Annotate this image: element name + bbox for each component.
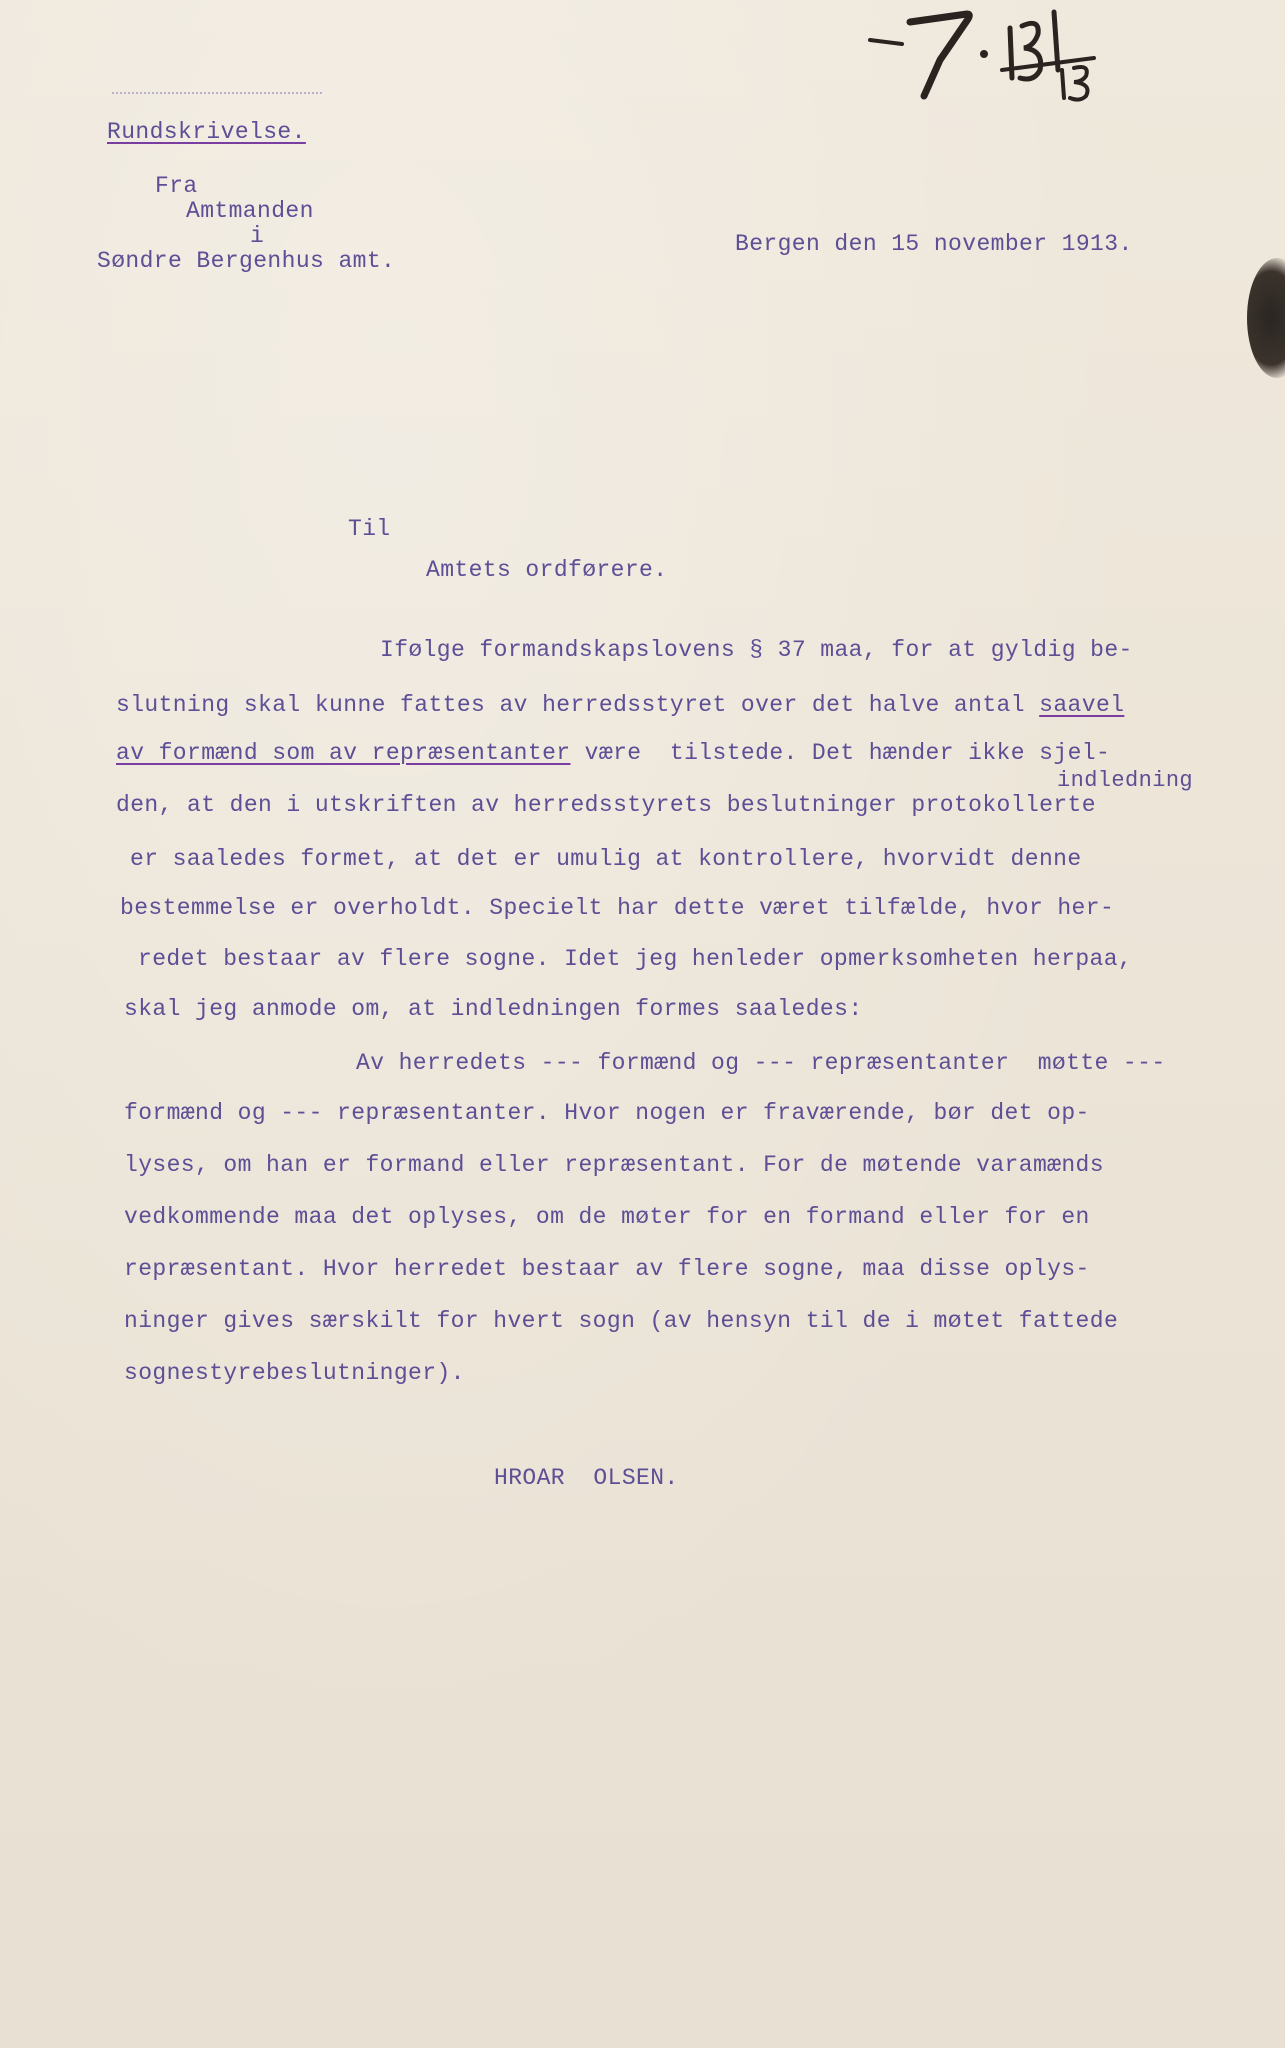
document-title: Rundskrivelse. — [107, 119, 306, 145]
body-line: Av herredets --- formænd og --- repræsentanter møtte --- — [356, 1050, 1166, 1076]
place-date: Bergen den 15 november 1913. — [735, 231, 1133, 257]
body-line: formænd og --- repræsentanter. Hvor nogen er fraværende, bør det op- — [124, 1100, 1090, 1126]
from-office: Amtmanden — [186, 198, 314, 224]
body-line: redet bestaar av flere sogne. Idet jeg henleder opmerksomheten herpaa, — [138, 946, 1133, 972]
from-district: Søndre Bergenhus amt. — [97, 248, 396, 274]
body-line: lyses, om han er formand eller repræsentant. For de møtende varamænds — [124, 1152, 1104, 1178]
underlined-text: av formænd som av repræsentanter — [116, 740, 571, 766]
faded-dotted-line — [112, 92, 322, 97]
body-line: den, at den i utskriften av herredsstyrets beslutninger protokollerte — [116, 792, 1096, 818]
ink-stain — [1247, 258, 1285, 378]
inserted-word: indledning — [1057, 768, 1194, 793]
body-line — [116, 739, 1110, 767]
body-line: repræsentant. Hvor herredet bestaar av flere sogne, maa disse oplys- — [124, 1256, 1090, 1282]
body-line: ninger gives særskilt for hvert sogn (av hensyn til de i møtet fattede — [124, 1308, 1119, 1334]
body-line: vedkommende maa det oplyses, om de møter for en formand eller for en — [124, 1204, 1090, 1230]
from-label: Fra — [155, 173, 198, 199]
body-line: sognestyrebeslutninger). — [124, 1360, 465, 1386]
from-i: i — [250, 223, 265, 249]
body-line: skal jeg anmode om, at indledningen formes saaledes: — [124, 996, 863, 1022]
body-line: bestemmelse er overholdt. Specielt har dette været tilfælde, hvor her- — [120, 895, 1115, 921]
handwritten-reference — [862, 0, 1162, 110]
to-name: Amtets ordførere. — [426, 557, 668, 583]
body-line-part: være tilstede. Det hænder ikke sjel- — [570, 740, 1111, 766]
to-label: Til — [348, 516, 391, 542]
underlined-text: saavel — [1039, 692, 1125, 718]
body-line: er saaledes formet, at det er umulig at kontrollere, hvorvidt denne — [130, 846, 1082, 872]
body-line: Ifølge formandskapslovens § 37 maa, for at gyldig be- — [380, 637, 1133, 663]
body-line — [116, 691, 1124, 719]
body-line-part: slutning skal kunne fattes av herredsstyret over det halve antal — [116, 692, 1040, 718]
signature: HROAR OLSEN. — [494, 1465, 679, 1491]
